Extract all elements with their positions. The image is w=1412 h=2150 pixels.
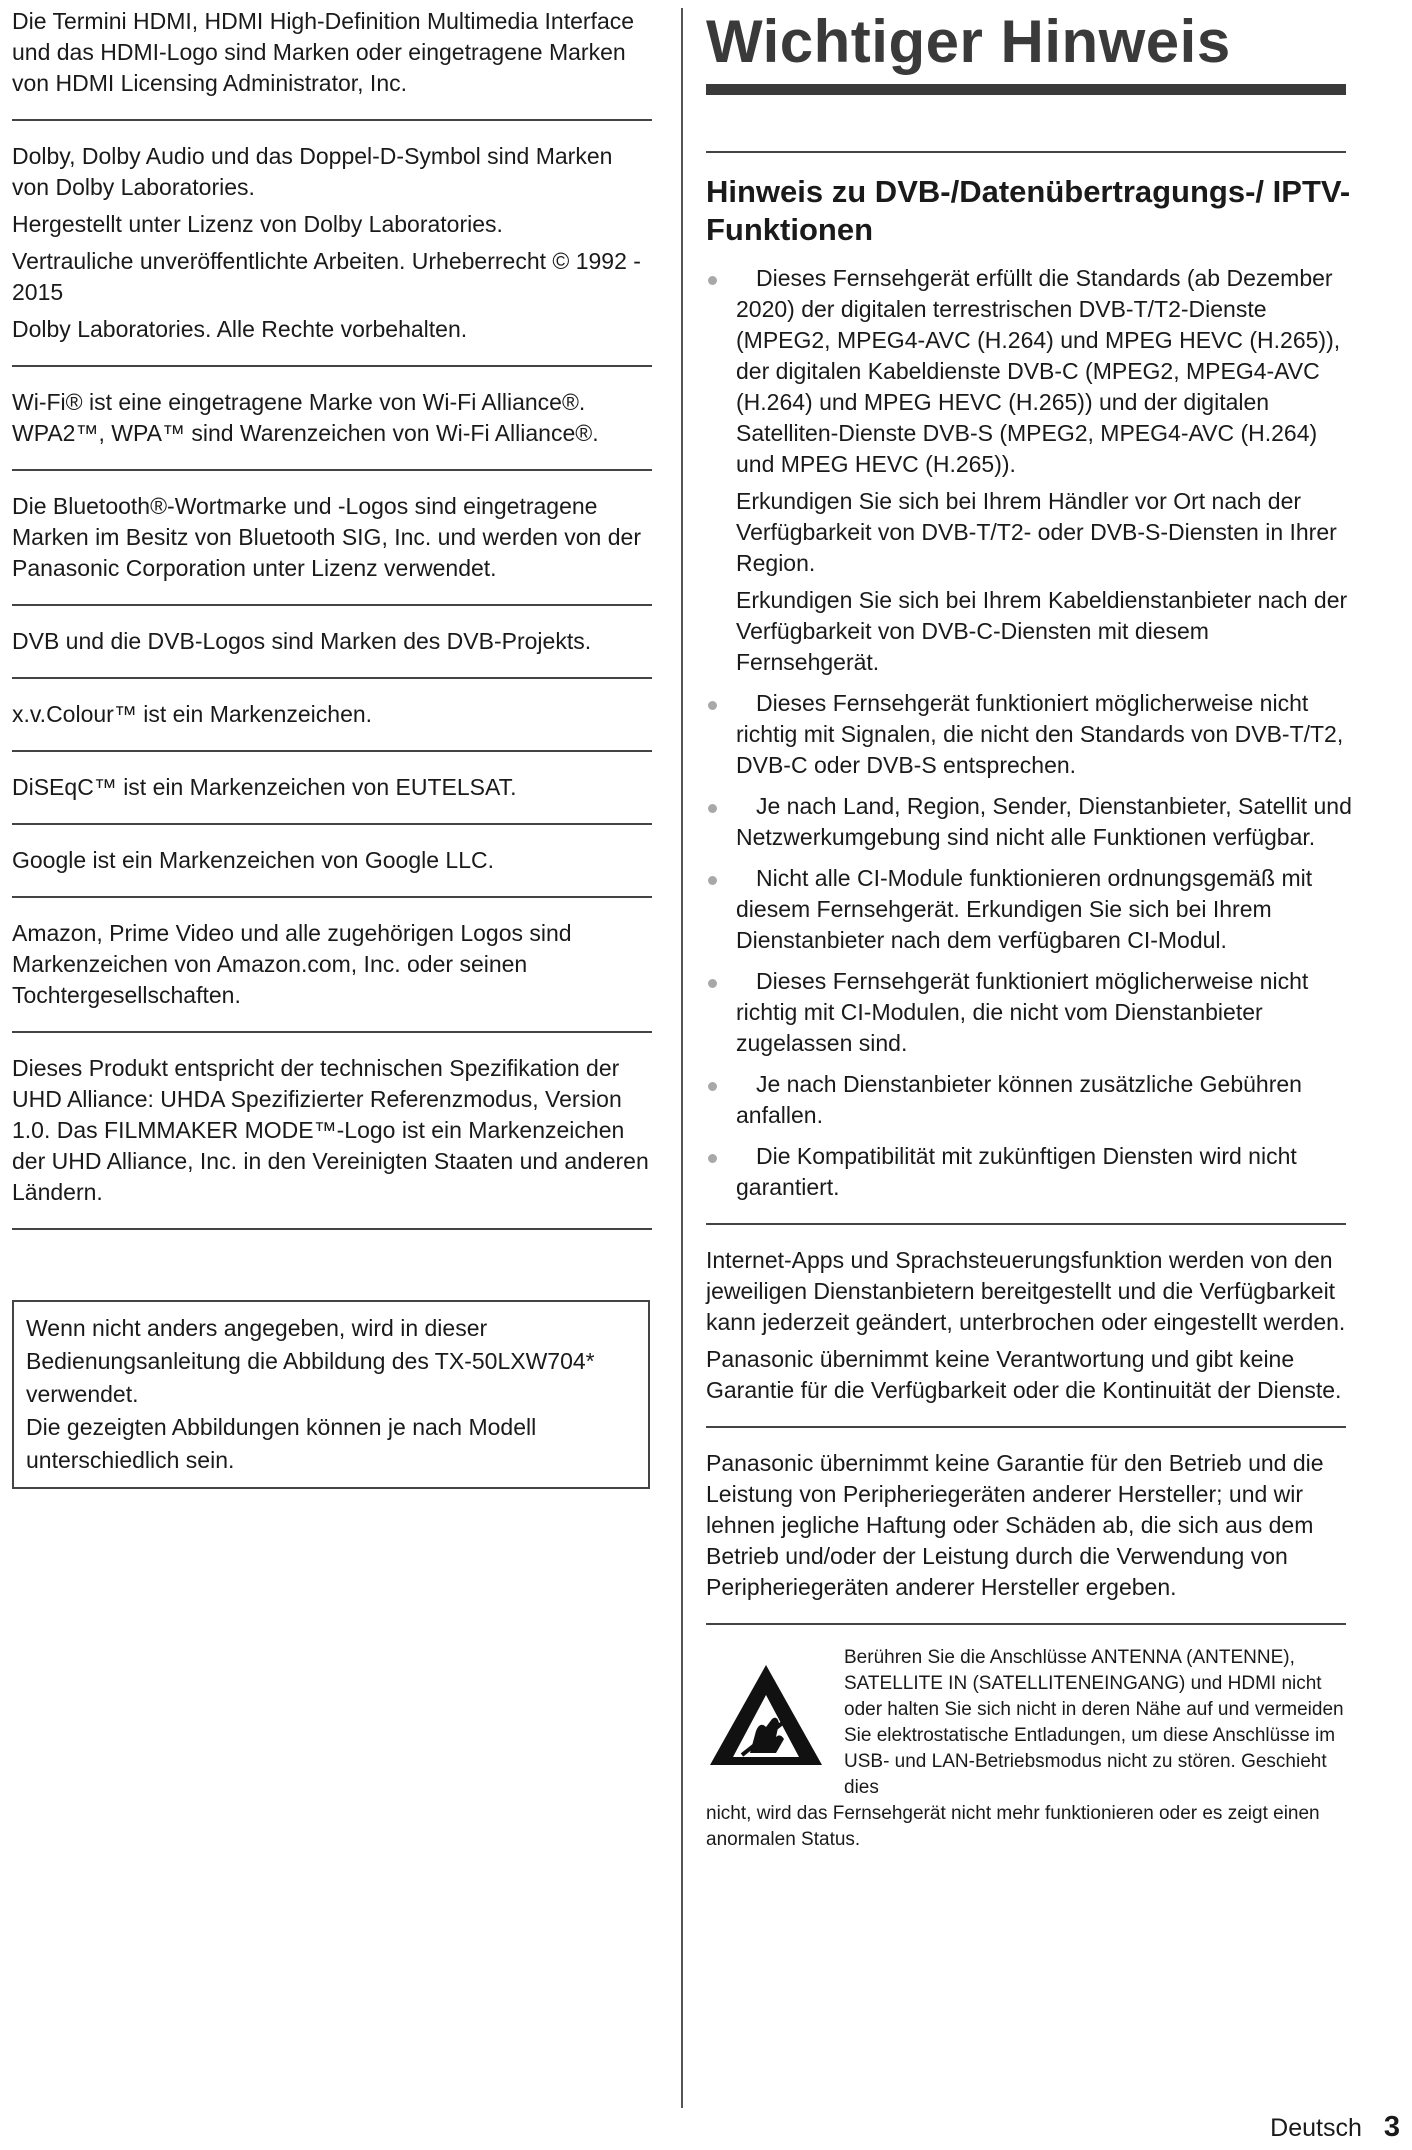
separator — [12, 469, 652, 471]
bullet-icon — [708, 1154, 717, 1163]
bullet-icon — [708, 876, 717, 885]
separator — [706, 1223, 1346, 1225]
internet-apps-notice: Internet-Apps und Sprachsteuerungsfunktion werden von den jeweiligen Dienstanbietern bereitgestellt und die Verfügbarkeit kann jederzeit geändert, unterbrochen oder eingestellt werden. Panasonic übernimmt keine Verantwortung und gibt keine Garantie für die Verfügbarkeit oder die Kontinuität der Dienste. — [706, 1247, 1346, 1403]
separator — [12, 365, 652, 367]
trademark-bluetooth: Die Bluetooth®-Wortmarke und -Logos sind eingetragene Marken im Besitz von Bluetooth SIG, Inc. und werden von der Panasonic Corporation unter Lizenz verwendet. — [12, 493, 641, 581]
separator — [12, 677, 652, 679]
page-number: 3 — [1383, 2111, 1400, 2143]
separator — [706, 1623, 1346, 1625]
trademark-google: Google ist ein Markenzeichen von Google LLC. — [12, 847, 495, 873]
list-item: Dieses Fernsehgerät funktioniert möglicherweise nicht richtig mit Signalen, die nicht den Standards von DVB-T/T2, DVB-C oder DVB-S entsprechen. — [706, 688, 1356, 781]
separator — [12, 1228, 652, 1230]
page-footer — [1270, 2111, 1400, 2144]
title-underline — [706, 84, 1346, 95]
separator — [706, 1426, 1346, 1428]
trademark-uhd-alliance: Dieses Produkt entspricht der technischen Spezifikation der UHD Alliance: UHDA Spezifizierter Referenzmodus, Version 1.0. Das FILMMAKER MODE™-Logo ist ein Markenzeichen der UHD Alliance, Inc. in den Vereinigten Staaten und anderen Ländern. — [12, 1055, 649, 1205]
trademark-hdmi: Die Termini HDMI, HDMI High-Definition Multimedia Interface und das HDMI-Logo sind Marken oder eingetragene Marken von HDMI Licensing Administrator, Inc. — [12, 8, 635, 96]
peripheral-notice: Panasonic übernimmt keine Garantie für den Betrieb und die Leistung von Peripheriegeräten anderer Hersteller; und wir lehnen jegliche Haftung oder Schäden ab, die sich aus dem Betrieb und/oder der Leistung durch die Verwendung von Peripheriegeräten anderer Hersteller ergeben. — [706, 1450, 1324, 1600]
list-item: Dieses Fernsehgerät erfüllt die Standards (ab Dezember 2020) der digitalen terrestrischen DVB-T/T2-Dienste (MPEG2, MPEG4-AVC (H.264) und MPEG HEVC (H.265)), der digitalen Kabeldienste DVB-C (MPEG2, MPEG4-AVC (H.264) und MPEG HEVC (H.265)) und der digitalen Satelliten-Dienste DVB-S (MPEG2, MPEG4-AVC (H.264) und MPEG HEVC (H.265)). Erkundigen Sie sich bei Ihrem Händler vor Ort nach der Verfügbarkeit von DVB-T/T2- oder DVB-S-Diensten in Ihrer Region. Erkundigen Sie sich bei Ihrem Kabeldienstanbieter nach der Verfügbarkeit von DVB-C-Diensten mit diesem Fernsehgerät. — [706, 263, 1356, 678]
column-divider — [681, 8, 683, 2108]
list-item: Je nach Land, Region, Sender, Dienstanbieter, Satellit und Netzwerkumgebung sind nicht alle Funktionen verfügbar. — [706, 791, 1356, 853]
trademark-xvcolour: x.v.Colour™ ist ein Markenzeichen. — [12, 701, 373, 727]
trademark-dolby: Dolby, Dolby Audio und das Doppel-D-Symbol sind Marken von Dolby Laboratories. Hergestellt unter Lizenz von Dolby Laboratories. Vertrauliche unveröffentlichte Arbeiten. Urheberrecht © 1992 - 2015 Dolby Laboratories. Alle Rechte vorbehalten. — [12, 143, 641, 342]
illustration-note-box: Wenn nicht anders angegeben, wird in dieser Bedienungsanleitung die Abbildung des TX-50LXW704* verwendet. Die gezeigten Abbildungen können je nach Modell unterschiedlich sein. — [12, 1300, 650, 1489]
separator — [12, 823, 652, 825]
trademark-wifi: Wi-Fi® ist eine eingetragene Marke von Wi-Fi Alliance®. WPA2™, WPA™ sind Warenzeichen von Wi-Fi Alliance®. — [12, 389, 599, 446]
bullet-icon — [708, 276, 717, 285]
separator — [12, 604, 652, 606]
trademark-diseqc: DiSEqC™ ist ein Markenzeichen von EUTELSAT. — [12, 774, 517, 800]
separator — [706, 151, 1346, 153]
page-title: Wichtiger Hinweis — [706, 8, 1231, 75]
separator — [12, 896, 652, 898]
right-column — [706, 6, 1356, 1853]
bullet-icon — [708, 701, 717, 710]
bullet-icon — [708, 804, 717, 813]
trademark-dvb: DVB und die DVB-Logos sind Marken des DVB-Projekts. — [12, 628, 592, 654]
list-item: Dieses Fernsehgerät funktioniert möglicherweise nicht richtig mit CI-Modulen, die nicht vom Dienstanbieter zugelassen sind. — [706, 966, 1356, 1059]
list-item: Die Kompatibilität mit zukünftigen Diensten wird nicht garantiert. — [706, 1141, 1356, 1203]
esd-warning-icon — [706, 1661, 826, 1771]
separator — [12, 1031, 652, 1033]
bullet-icon — [708, 979, 717, 988]
trademark-amazon: Amazon, Prime Video und alle zugehörigen Logos sind Markenzeichen von Amazon.com, Inc. oder seinen Tochtergesellschaften. — [12, 920, 572, 1008]
footer-language: Deutsch — [1270, 2114, 1362, 2142]
list-item: Je nach Dienstanbieter können zusätzliche Gebühren anfallen. — [706, 1069, 1356, 1131]
left-column — [12, 6, 652, 1489]
bullet-icon — [708, 1082, 717, 1091]
esd-warning: Berühren Sie die Anschlüsse ANTENNA (ANTENNE), SATELLITE IN (SATELLITENEINGANG) und HDMI nicht oder halten Sie sich nicht in deren Nähe auf und vermeiden Sie elektrostatische Entladungen, um diese Anschlüsse im USB- und LAN-Betriebsmodus nicht zu stören. Geschieht dies nicht, wird das Fernsehgerät nicht mehr funktionieren oder es zeigt einen anormalen Status. — [706, 1647, 1344, 1850]
separator — [12, 119, 652, 121]
dvb-notice-list — [706, 263, 1356, 1203]
separator — [12, 750, 652, 752]
section-heading: Hinweis zu DVB-/Datenübertragungs-/ IPTV-Funktionen — [706, 174, 1351, 247]
list-item: Nicht alle CI-Module funktionieren ordnungsgemäß mit diesem Fernsehgerät. Erkundigen Sie sich bei Ihrem Dienstanbieter nach dem verfügbaren CI-Modul. — [706, 863, 1356, 956]
